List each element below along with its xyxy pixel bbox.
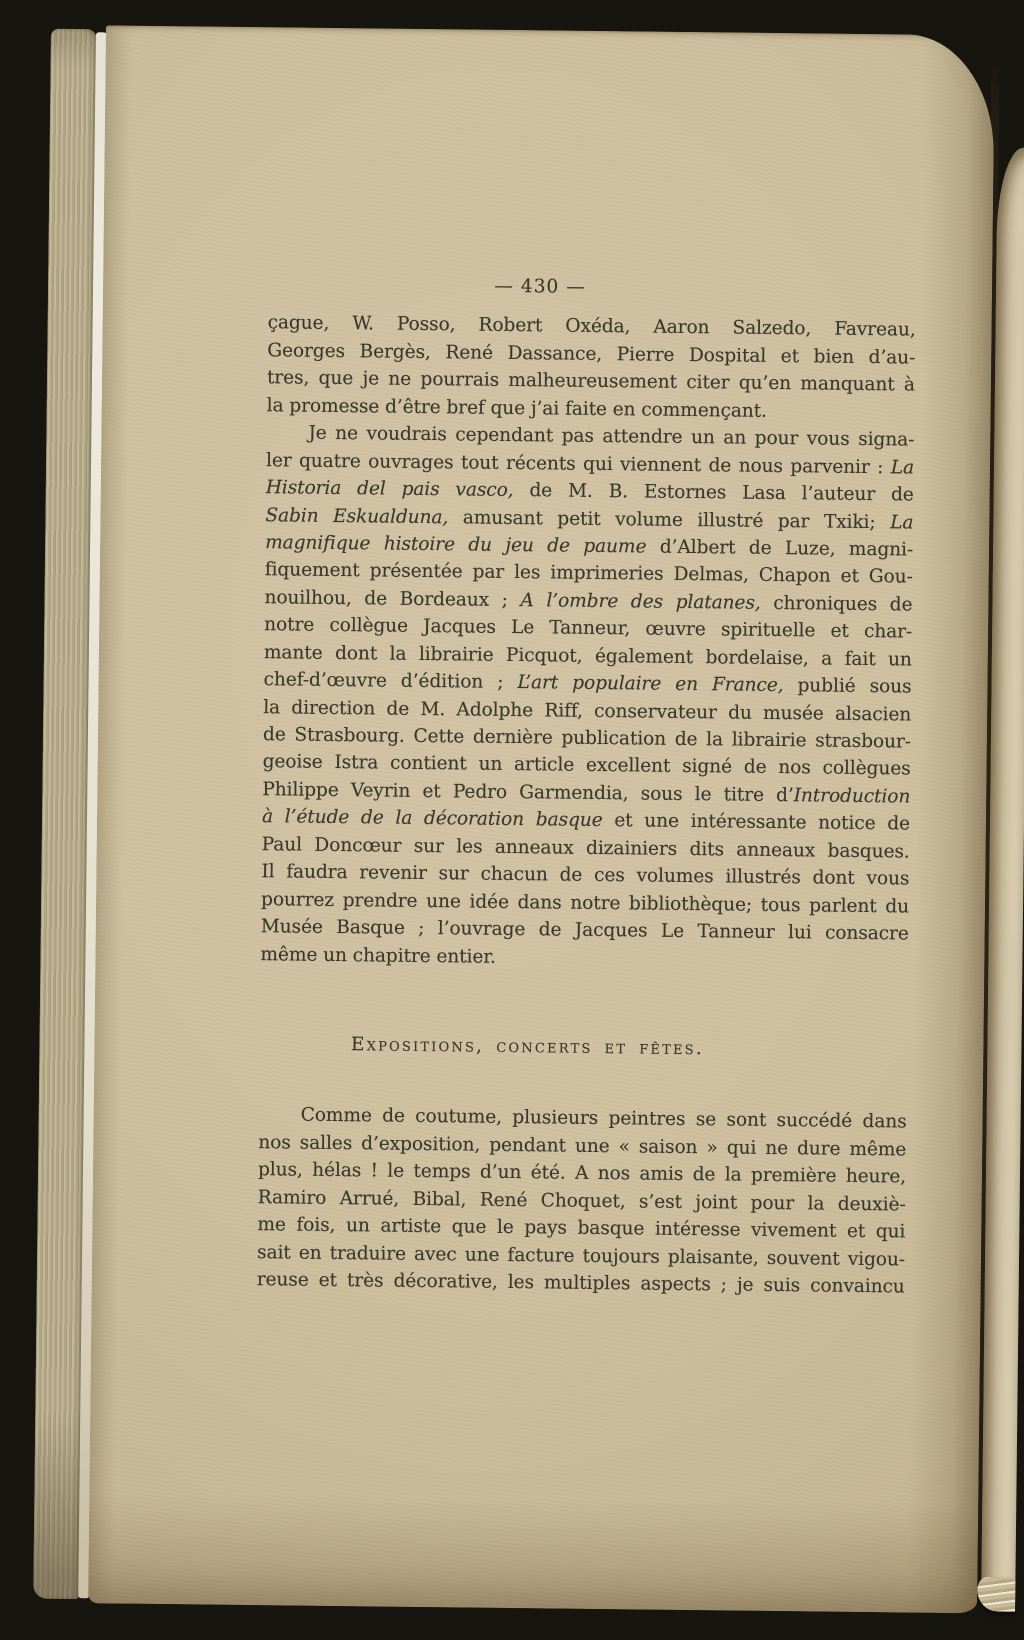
text-run: Paul Doncœur sur les anneaux dizainiers dits anneaux basques.: [261, 833, 910, 863]
paragraph: [260, 419, 914, 975]
text-run: çague, W. Posso, Robert Oxéda, Aaron Salzedo, Favreau,: [267, 312, 916, 341]
text-run: tres, que je ne pourrais malheureusement citer qu’en manquant à: [266, 367, 916, 396]
italic-text-run: magnifique histoire du jeu de paume: [265, 532, 647, 558]
italic-text-run: à l’étude de la décoration basque: [261, 806, 603, 832]
text-run: même un chapitre entier.: [260, 943, 496, 968]
italic-text-run: Historia del pais vasco,: [265, 477, 514, 502]
text-run: chef-d’œuvre d’édition ;: [263, 669, 518, 694]
italic-text-run: Introduction: [793, 785, 911, 808]
text-run: notre collègue Jacques Le Tanneur, œuvre spirituelle et char-: [264, 614, 913, 643]
text-block: [257, 270, 917, 1301]
italic-text-run: La: [890, 511, 914, 534]
text-run: Ramiro Arrué, Bibal, René Choquet, s’est joint pour la deuxiè-: [257, 1186, 906, 1216]
text-run: Je ne voudrais cependant pas attendre un an pour vous signa-: [308, 422, 915, 451]
text-run: Philippe Veyrin et Pedro Garmendia, sous le titre d’: [262, 779, 794, 807]
text-run: d’Albert de Luze, magni-: [646, 536, 914, 561]
paragraph: [267, 310, 916, 427]
italic-text-run: A l’ombre des platanes,: [520, 589, 761, 614]
text-run: la promesse d’être bref que j’ai faite en commençant.: [266, 394, 768, 422]
italic-text-run: L’art populaire en France,: [517, 672, 784, 697]
paragraph: [257, 1102, 907, 1301]
text-run: pourrez prendre une idée dans notre bibliothèque; tous parlent du: [260, 888, 910, 918]
text-run: sait en traduire avec une facture toujours plaisante, souvent vigou-: [256, 1241, 906, 1271]
text-run: Comme de coutume, plusieurs peintres se sont succédé dans: [300, 1104, 907, 1133]
text-run: publié sous: [783, 675, 912, 698]
text-run: nouilhou, de Bordeaux ;: [264, 586, 521, 611]
text-run: de Strasbourg. Cette dernière publication de la librairie strasbour-: [262, 724, 912, 753]
text-run: chroniques de: [760, 592, 913, 616]
text-run: Il faudra revenir sur chacun de ces volumes illustrés dont vous: [261, 861, 910, 890]
book-page: [88, 25, 995, 1613]
facing-page-bottom-edges: [977, 1577, 1015, 1611]
page-number: — 430 —: [494, 275, 586, 298]
text-run: geoise Istra contient un article excellent signé de nos collègues: [262, 751, 911, 780]
text-run: amusant petit volume illustré par Txiki;: [448, 506, 891, 533]
section-heading: Expositions, concerts et fêtes.: [350, 1034, 705, 1060]
text-run: la direction de M. Adolphe Riff, conservateur du musée alsacien: [263, 696, 912, 726]
text-run: plus, hélas ! le temps d’un été. A nos amis de la première heure,: [257, 1159, 907, 1188]
text-run: Georges Bergès, René Dassance, Pierre Dospital et bien d’au-: [267, 340, 916, 369]
text-run: de M. B. Estornes Lasa l’auteur de: [513, 480, 914, 506]
text-run: ler quatre ouvrages tout récents qui viennent de nous parvenir :: [265, 449, 891, 478]
text-run: mante dont la librairie Picquot, également bordelaise, a fait un: [263, 641, 912, 671]
italic-text-run: La: [890, 456, 915, 479]
text-run: Musée Basque ; l’ouvrage de Jacques Le Tanneur lui consacre: [260, 916, 909, 945]
text-run: me fois, un artiste que le pays basque intéresse vivement et qui: [257, 1214, 906, 1243]
text-run: reuse et très décorative, les multiples aspects ; je suis convaincu: [256, 1269, 905, 1298]
text-run: nos salles d’exposition, pendant une « saison » qui ne dure même: [258, 1131, 907, 1161]
text-run: et une intéressante notice de: [602, 810, 911, 835]
text-run: fiquement présentée par les imprimeries Delmas, Chapon et Gou-: [264, 559, 913, 588]
italic-text-run: Sabin Eskualduna,: [265, 504, 449, 528]
page-text-flow: [257, 310, 916, 1301]
